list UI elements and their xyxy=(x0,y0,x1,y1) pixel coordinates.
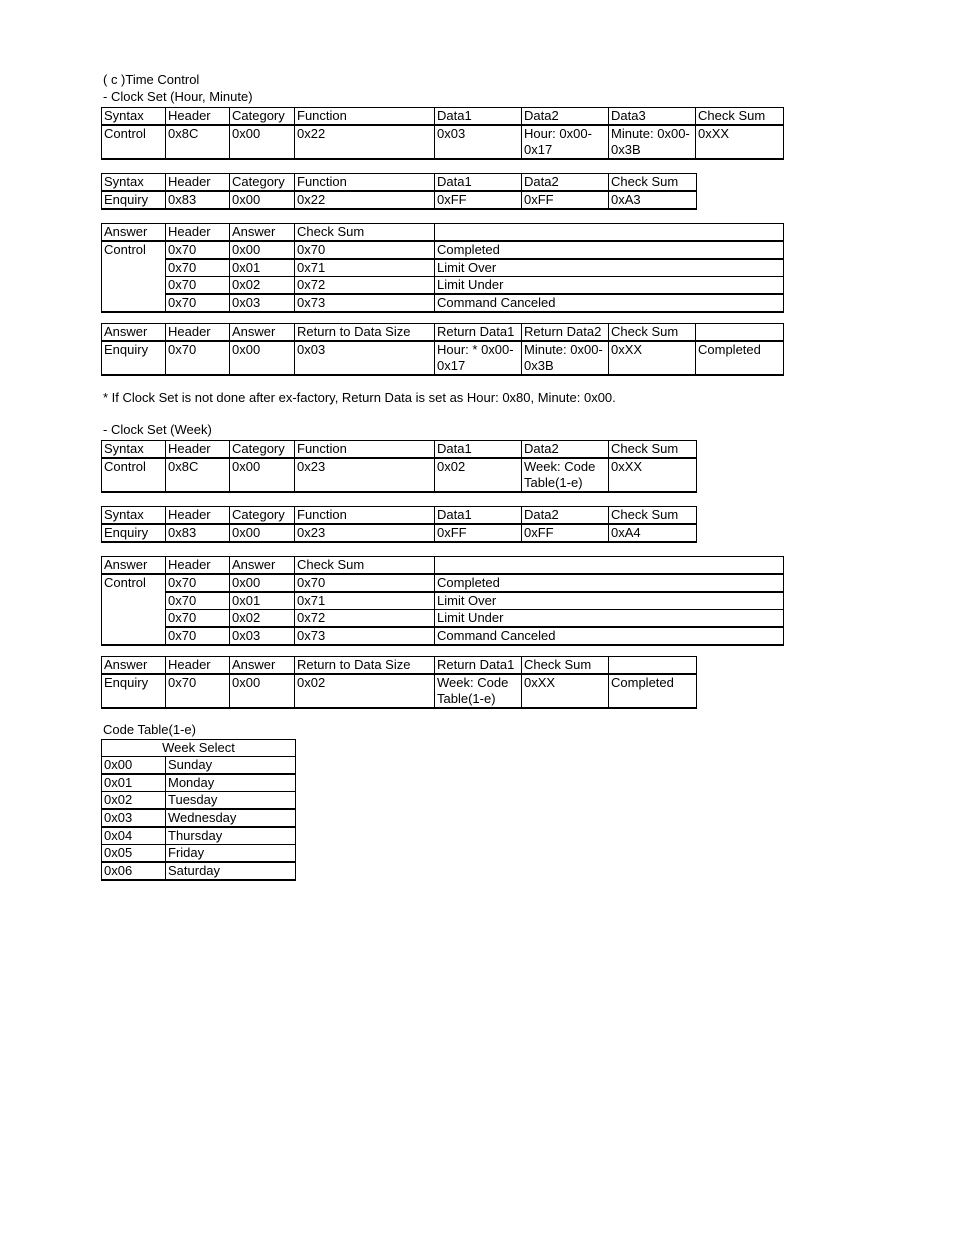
header-cell: Data1 xyxy=(435,507,522,525)
header-cell: Header xyxy=(166,224,230,242)
table-row xyxy=(102,627,784,645)
cell: 0x23 xyxy=(295,458,435,492)
header-cell: Return Data1 xyxy=(435,657,522,675)
cell: 0x02 xyxy=(230,277,295,295)
header-cell: Syntax xyxy=(102,108,166,126)
cell: 0x00 xyxy=(230,125,295,159)
cell: 0x70 xyxy=(166,674,230,708)
clock-week-answer-enquiry-table xyxy=(101,656,697,709)
cell: 0x03 xyxy=(102,809,166,827)
table-row xyxy=(102,674,697,708)
table-row xyxy=(102,191,697,209)
cell: 0x73 xyxy=(295,294,435,312)
header-cell: Data2 xyxy=(522,507,609,525)
table-row xyxy=(102,277,784,295)
cell: 0x01 xyxy=(102,774,166,792)
cell: 0xA3 xyxy=(609,191,697,209)
cell: 0xXX xyxy=(609,341,696,375)
cell: Sunday xyxy=(166,757,296,775)
cell: 0xFF xyxy=(522,524,609,542)
table-row xyxy=(102,792,296,810)
cell: Limit Over xyxy=(435,592,784,610)
header-cell: Header xyxy=(166,507,230,525)
cell: Friday xyxy=(166,845,296,863)
code-table xyxy=(101,739,296,881)
table-header-row xyxy=(102,174,697,192)
cell: 0x00 xyxy=(230,524,295,542)
cell: Tuesday xyxy=(166,792,296,810)
cell: 0x72 xyxy=(295,277,435,295)
cell: 0x03 xyxy=(230,627,295,645)
cell: Control xyxy=(102,458,166,492)
header-cell xyxy=(435,557,784,575)
cell: 0x71 xyxy=(295,592,435,610)
header-cell xyxy=(435,224,784,242)
header-cell: Function xyxy=(295,507,435,525)
header-cell: Check Sum xyxy=(522,657,609,675)
table-header-row xyxy=(102,740,296,757)
cell: 0xXX xyxy=(522,674,609,708)
cell: 0x70 xyxy=(166,610,230,628)
table-row xyxy=(102,458,697,492)
cell: 0xXX xyxy=(696,125,784,159)
header-cell: Syntax xyxy=(102,174,166,192)
table-row xyxy=(102,774,296,792)
header-cell: Check Sum xyxy=(609,324,696,342)
cell: Week: Code Table(1-e) xyxy=(522,458,609,492)
header-cell: Return Data1 xyxy=(435,324,522,342)
cell: Completed xyxy=(696,341,784,375)
cell: 0x23 xyxy=(295,524,435,542)
header-cell: Header xyxy=(166,657,230,675)
cell: Completed xyxy=(435,241,784,259)
table-row xyxy=(102,757,296,775)
header-cell: Header xyxy=(166,324,230,342)
header-cell: Return Data2 xyxy=(522,324,609,342)
table-row xyxy=(102,592,784,610)
cell: Enquiry xyxy=(102,341,166,375)
table-row xyxy=(102,827,296,845)
cell: 0x22 xyxy=(295,191,435,209)
header-cell: Data2 xyxy=(522,108,609,126)
row-label: Control xyxy=(102,241,166,312)
cell: Enquiry xyxy=(102,191,166,209)
cell: 0x00 xyxy=(230,191,295,209)
cell: 0x73 xyxy=(295,627,435,645)
table-header-row xyxy=(102,108,784,126)
header-cell: Return to Data Size xyxy=(295,324,435,342)
cell: 0x70 xyxy=(295,574,435,592)
table-row xyxy=(102,574,784,592)
cell: Hour: * 0x00-0x17 xyxy=(435,341,522,375)
header-cell: Check Sum xyxy=(609,441,697,459)
cell: Thursday xyxy=(166,827,296,845)
header-cell: Function xyxy=(295,174,435,192)
cell: 0x70 xyxy=(166,341,230,375)
cell: Limit Over xyxy=(435,259,784,277)
cell: 0x00 xyxy=(102,757,166,775)
table-row xyxy=(102,524,697,542)
header-cell: Data1 xyxy=(435,441,522,459)
cell: Enquiry xyxy=(102,524,166,542)
table-header-row xyxy=(102,557,784,575)
cell: 0x02 xyxy=(230,610,295,628)
header-cell: Answer xyxy=(102,324,166,342)
cell: 0xFF xyxy=(435,524,522,542)
cell: 0x8C xyxy=(166,125,230,159)
table-row xyxy=(102,341,784,375)
cell: Enquiry xyxy=(102,674,166,708)
header-cell: Answer xyxy=(102,224,166,242)
clock-hm-answer-control-table xyxy=(101,223,784,313)
footnote: * If Clock Set is not done after ex-factory, Return Data is set as Hour: 0x80, Minute: 0x00. xyxy=(103,390,616,405)
cell: Control xyxy=(102,125,166,159)
cell: Command Canceled xyxy=(435,627,784,645)
cell: 0x8C xyxy=(166,458,230,492)
cell: 0x01 xyxy=(230,259,295,277)
header-cell: Return to Data Size xyxy=(295,657,435,675)
cell: 0x02 xyxy=(435,458,522,492)
cell: Wednesday xyxy=(166,809,296,827)
cell: 0x00 xyxy=(230,241,295,259)
cell: Limit Under xyxy=(435,277,784,295)
header-cell xyxy=(609,657,697,675)
header-cell: Check Sum xyxy=(295,224,435,242)
header-cell: Answer xyxy=(230,657,295,675)
cell: Hour: 0x00-0x17 xyxy=(522,125,609,159)
cell: 0x83 xyxy=(166,191,230,209)
header-cell: Check Sum xyxy=(609,507,697,525)
header-cell: Category xyxy=(230,108,295,126)
header-cell: Check Sum xyxy=(609,174,697,192)
cell: Completed xyxy=(435,574,784,592)
header-cell: Category xyxy=(230,174,295,192)
clock-hm-answer-enquiry-table xyxy=(101,323,784,376)
header-cell: Syntax xyxy=(102,441,166,459)
cell: 0xFF xyxy=(522,191,609,209)
table-row xyxy=(102,610,784,628)
cell: 0x71 xyxy=(295,259,435,277)
header-cell: Header xyxy=(166,108,230,126)
header-cell: Check Sum xyxy=(295,557,435,575)
cell: 0x22 xyxy=(295,125,435,159)
section-title: ( c )Time Control xyxy=(103,72,200,87)
cell: Minute: 0x00-0x3B xyxy=(609,125,696,159)
cell: 0x70 xyxy=(166,574,230,592)
header-cell: Data2 xyxy=(522,174,609,192)
header-cell: Data1 xyxy=(435,108,522,126)
clock-hm-enquiry-table xyxy=(101,173,697,210)
header-cell: Header xyxy=(166,557,230,575)
cell: 0x70 xyxy=(166,259,230,277)
cell: Completed xyxy=(609,674,697,708)
table-row xyxy=(102,809,296,827)
header-cell: Week Select xyxy=(102,740,296,757)
cell: 0x06 xyxy=(102,862,166,880)
cell: 0x70 xyxy=(166,277,230,295)
clock-week-answer-control-table xyxy=(101,556,784,646)
cell: 0x04 xyxy=(102,827,166,845)
table-row xyxy=(102,241,784,259)
table-header-row xyxy=(102,657,697,675)
cell: 0x03 xyxy=(230,294,295,312)
header-cell: Syntax xyxy=(102,507,166,525)
header-cell: Check Sum xyxy=(696,108,784,126)
cell: Saturday xyxy=(166,862,296,880)
cell: 0x70 xyxy=(166,241,230,259)
header-cell: Category xyxy=(230,507,295,525)
header-cell: Data1 xyxy=(435,174,522,192)
cell: 0x00 xyxy=(230,458,295,492)
cell: 0x01 xyxy=(230,592,295,610)
cell: 0x70 xyxy=(166,627,230,645)
header-cell: Function xyxy=(295,108,435,126)
cell: 0xFF xyxy=(435,191,522,209)
table-row xyxy=(102,294,784,312)
cell: 0x72 xyxy=(295,610,435,628)
header-cell: Data2 xyxy=(522,441,609,459)
table-header-row xyxy=(102,441,697,459)
table-header-row xyxy=(102,224,784,242)
cell: Monday xyxy=(166,774,296,792)
header-cell: Answer xyxy=(230,324,295,342)
header-cell: Function xyxy=(295,441,435,459)
cell: 0xXX xyxy=(609,458,697,492)
cell: 0x70 xyxy=(295,241,435,259)
table-header-row xyxy=(102,324,784,342)
header-cell: Answer xyxy=(230,557,295,575)
header-cell: Header xyxy=(166,441,230,459)
cell: 0x70 xyxy=(166,294,230,312)
cell: 0x05 xyxy=(102,845,166,863)
clock-week-enquiry-table xyxy=(101,506,697,543)
table-row xyxy=(102,125,784,159)
code-table-title: Code Table(1-e) xyxy=(103,722,196,737)
cell: 0x02 xyxy=(102,792,166,810)
table-row xyxy=(102,845,296,863)
table-row xyxy=(102,259,784,277)
cell: 0x03 xyxy=(435,125,522,159)
cell: 0x03 xyxy=(295,341,435,375)
header-cell: Header xyxy=(166,174,230,192)
cell: Minute: 0x00-0x3B xyxy=(522,341,609,375)
header-cell xyxy=(696,324,784,342)
cell: 0x02 xyxy=(295,674,435,708)
cell: 0x83 xyxy=(166,524,230,542)
clock-week-control-table xyxy=(101,440,697,493)
clock-hm-subtitle: - Clock Set (Hour, Minute) xyxy=(103,89,253,104)
header-cell: Data3 xyxy=(609,108,696,126)
cell: Week: Code Table(1-e) xyxy=(435,674,522,708)
cell: 0x00 xyxy=(230,574,295,592)
header-cell: Answer xyxy=(230,224,295,242)
header-cell: Category xyxy=(230,441,295,459)
cell: 0x00 xyxy=(230,674,295,708)
clock-week-subtitle: - Clock Set (Week) xyxy=(103,422,212,437)
row-label: Control xyxy=(102,574,166,645)
cell: 0x70 xyxy=(166,592,230,610)
table-row xyxy=(102,862,296,880)
cell: 0xA4 xyxy=(609,524,697,542)
cell: Command Canceled xyxy=(435,294,784,312)
header-cell: Answer xyxy=(102,557,166,575)
clock-hm-control-table xyxy=(101,107,784,160)
cell: Limit Under xyxy=(435,610,784,628)
cell: 0x00 xyxy=(230,341,295,375)
header-cell: Answer xyxy=(102,657,166,675)
table-header-row xyxy=(102,507,697,525)
